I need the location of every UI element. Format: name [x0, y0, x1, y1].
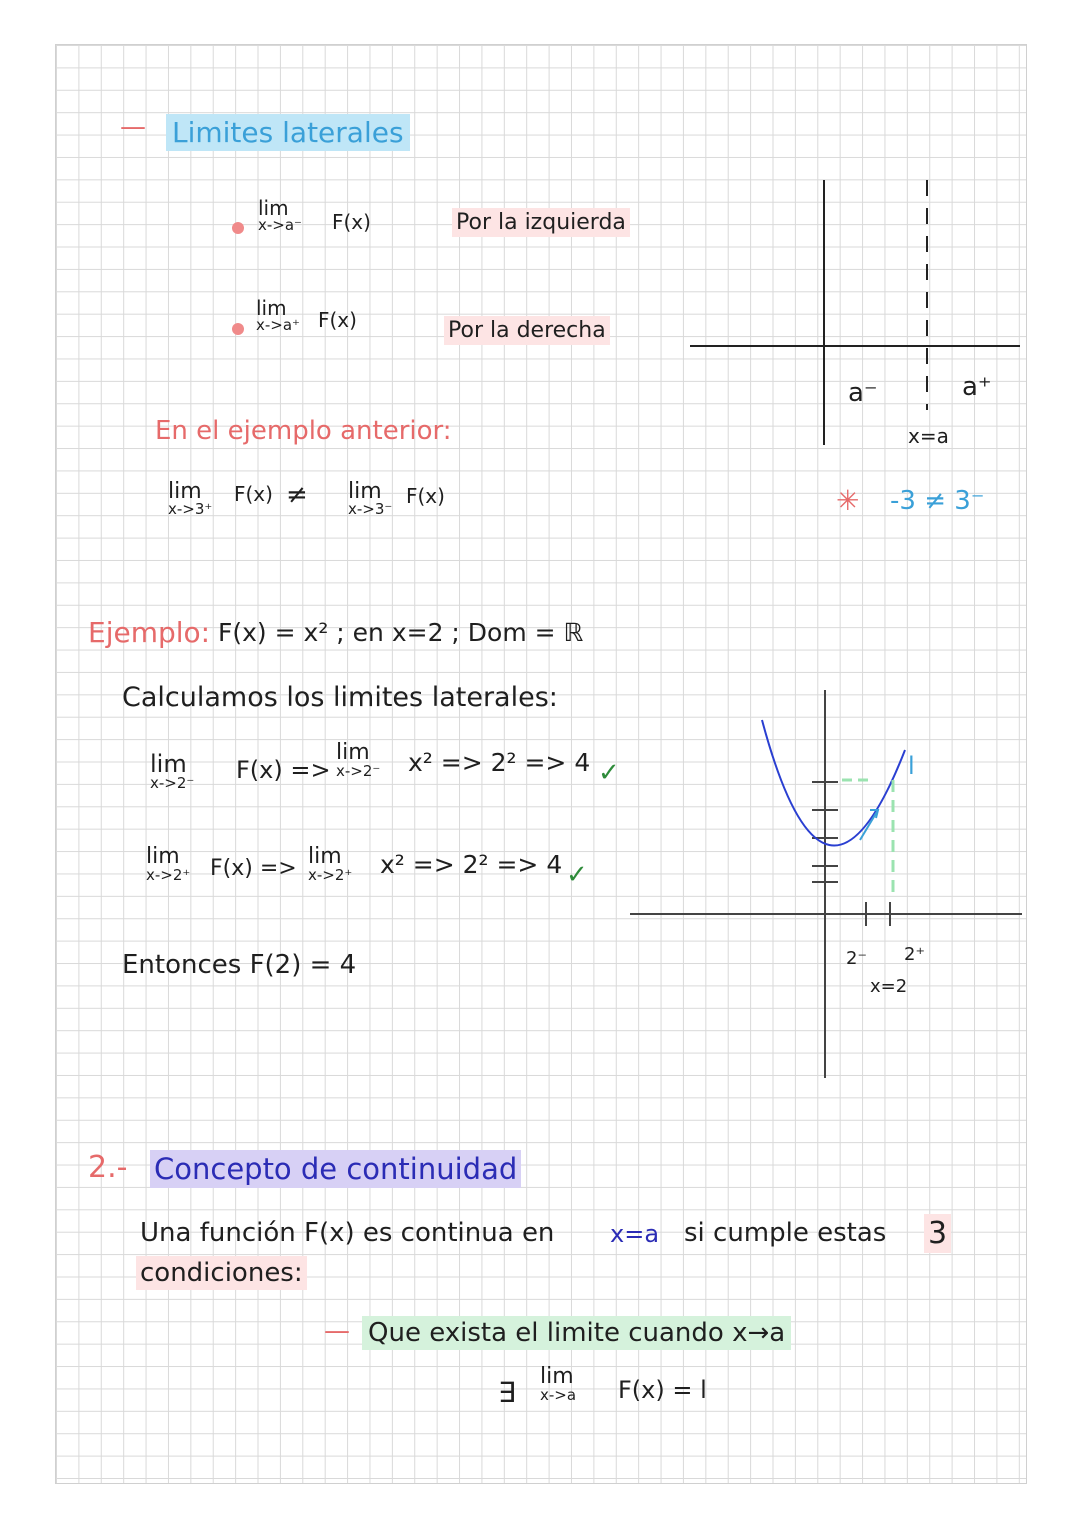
lim-word: lim: [308, 844, 342, 869]
limit-left-label: Por la izquierda: [452, 208, 630, 237]
limit-right-label: Por la derecha: [444, 316, 610, 345]
check-icon: ✓: [566, 860, 588, 890]
l-label: l: [908, 752, 915, 780]
star-icon: ✳: [836, 484, 860, 517]
lim-word: lim: [540, 1364, 574, 1389]
lim-sub: x->2⁺: [308, 866, 353, 884]
section2-title: Concepto de continuidad: [150, 1150, 521, 1188]
section2-text-conditions: condiciones:: [136, 1256, 307, 1290]
lim-sub: x->2⁻: [336, 762, 381, 780]
lim-sub: x->a: [540, 1386, 577, 1404]
example-line2-rest: x² => 2² => 4: [380, 850, 563, 879]
lim-word: lim: [348, 479, 382, 504]
two-plus-label: 2⁺: [904, 944, 925, 965]
lim-sub: x->a⁻: [258, 216, 302, 234]
lim-word: lim: [258, 196, 289, 220]
two-minus-label: 2⁻: [846, 948, 867, 969]
example-line1-rest: x² => 2² => 4: [408, 748, 591, 777]
exists-symbol: ∃: [498, 1376, 516, 1409]
limit-right-expr: F(x): [318, 308, 357, 332]
condition-limit: [540, 1366, 576, 1403]
example-line1-expr: F(x) =>: [236, 756, 331, 784]
limit-left-expr: F(x): [332, 210, 371, 234]
x-eq-2-label: x=2: [870, 976, 908, 997]
condition-limit-expr: F(x) = l: [618, 1376, 707, 1404]
lim-word: lim: [146, 844, 180, 869]
section2-text-x: x=a: [610, 1220, 660, 1248]
lim-sub: x->a⁺: [256, 316, 300, 334]
a-plus-label: a⁺: [962, 372, 992, 402]
section-dash: —: [120, 112, 146, 142]
x-eq-a-label: x=a: [908, 424, 949, 448]
lim-word: lim: [256, 296, 287, 320]
lim-word: lim: [168, 479, 202, 504]
example-calc: Calculamos los limites laterales:: [122, 682, 558, 713]
condition-dash: —: [324, 1316, 350, 1346]
prev-limit-1-expr: F(x): [234, 482, 273, 506]
lim-sub: x->3⁻: [348, 500, 393, 518]
lim-sub: x->2⁺: [146, 866, 191, 884]
lim-word: lim: [150, 750, 187, 778]
example-definition: F(x) = x² ; en x=2 ; Dom = ℝ: [218, 618, 584, 647]
section2-number: 2.-: [88, 1150, 128, 1185]
section2-three: 3: [924, 1214, 951, 1253]
condition-1: Que exista el limite cuando x→a: [362, 1316, 791, 1350]
lim-sub: x->3⁺: [168, 500, 213, 518]
graph-note: -3 ≠ 3⁻: [890, 486, 985, 516]
example-label: Ejemplo:: [88, 616, 211, 649]
neq-sign: ≠: [286, 480, 308, 510]
section2-text-a: Una función F(x) es continua en: [140, 1218, 555, 1248]
lim-sub: x->2⁻: [150, 774, 195, 792]
a-minus-label: a⁻: [848, 378, 878, 408]
example-result: Entonces F(2) = 4: [122, 950, 357, 980]
lim-word: lim: [336, 740, 370, 765]
prev-limit-2-expr: F(x): [406, 484, 445, 508]
example-prev-title: En el ejemplo anterior:: [155, 416, 452, 446]
section2-text-b: si cumple estas: [684, 1218, 887, 1248]
check-icon: ✓: [598, 758, 620, 788]
example-line2-expr: F(x) =>: [210, 856, 297, 881]
section-title: Limites laterales: [166, 114, 410, 151]
